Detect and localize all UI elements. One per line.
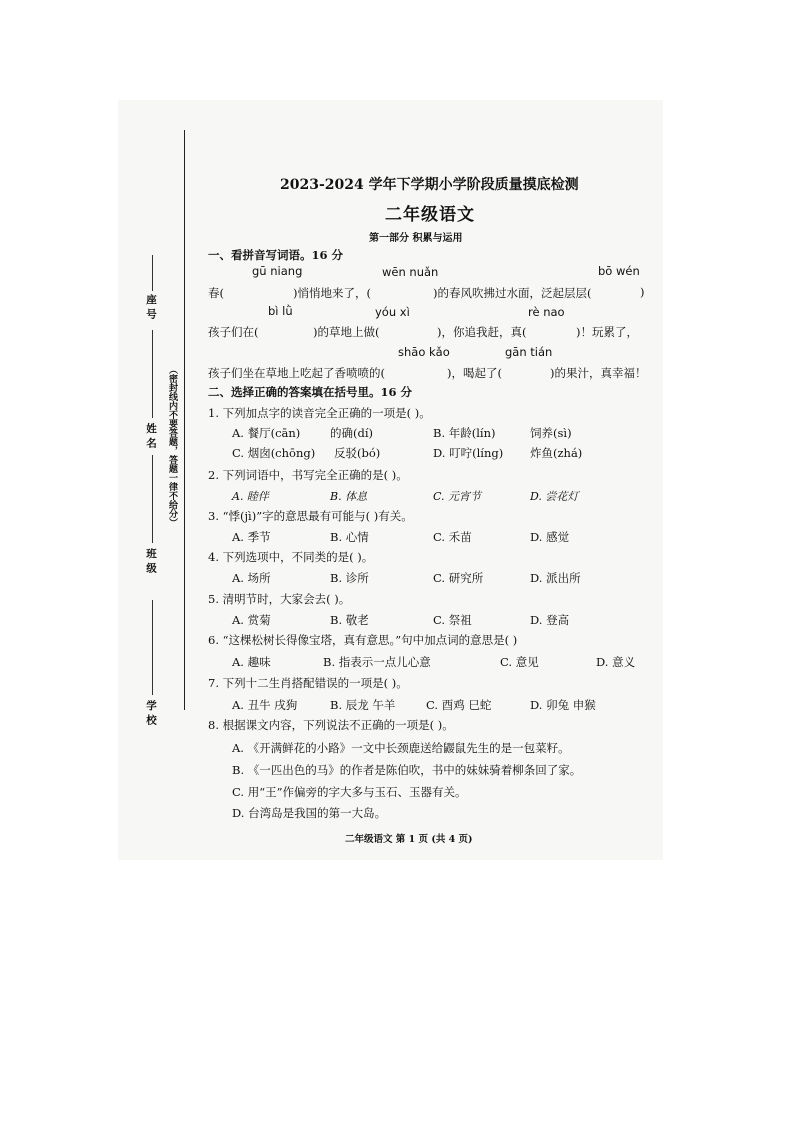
fill-text: 春( (208, 286, 224, 300)
name-underline (152, 330, 153, 418)
option: A. 餐厅(cān) (232, 426, 301, 440)
fill-text: )悄悄地来了，( (293, 286, 371, 300)
fill-text: )的春风吹拂过水面，泛起层层( (433, 286, 592, 300)
option: A. 丑牛 戌狗 (232, 698, 298, 712)
option: B. 《一匹出色的马》的作者是陈伯吹，书中的妹妹骑着柳条回了家。 (232, 763, 582, 777)
exam-title: 2023-2024 学年下学期小学阶段质量摸底检测 (280, 177, 579, 193)
option: C. 研究所 (433, 571, 484, 585)
question-stem: 2. 下列词语中，书写完全正确的是( )。 (208, 468, 408, 482)
fill-text: ) (640, 285, 645, 299)
option: 饲养(sì) (530, 426, 572, 440)
option: D. 意义 (596, 655, 636, 669)
option: D. 感觉 (530, 530, 570, 544)
option: A. 赏菊 (232, 613, 271, 627)
question-stem: 4. 下列选项中，不同类的是( )。 (208, 550, 374, 564)
pinyin: yóu xì (375, 305, 410, 319)
option: B. 年龄(lín) (433, 426, 496, 440)
question-stem: 8. 根据课文内容，下列说法不正确的一项是( )。 (208, 718, 454, 732)
fill-text: )，喝起了( (447, 366, 502, 380)
option: B. 诊所 (330, 571, 369, 585)
seat-label: 座 号 (145, 294, 157, 319)
section1-heading: 一、看拼音写词语。16 分 (208, 248, 344, 262)
option: C. 元宵节 (433, 490, 482, 503)
option: D. 派出所 (530, 571, 581, 585)
option: C. 酉鸡 巳蛇 (426, 698, 492, 712)
fill-text: )，你追我赶，真( (437, 325, 527, 339)
pinyin: gān tián (505, 345, 553, 359)
option: A. 场所 (232, 571, 271, 585)
fill-text: 孩子们在( (208, 325, 259, 339)
option: C. 禾苗 (433, 530, 472, 544)
pinyin: shāo kǎo (398, 345, 450, 359)
option: C. 烟囱(chōng) (232, 446, 316, 460)
option: 的确(dí) (330, 426, 374, 440)
option: A. 睦伴 (232, 490, 269, 503)
seal-line (184, 130, 185, 710)
name-label: 姓 名 (145, 423, 157, 448)
seat-underline (152, 255, 153, 291)
school-underline (152, 600, 153, 695)
exam-subtitle: 二年级语文 (385, 205, 475, 225)
option: C. 用“王”作偏旁的字大多与玉石、玉器有关。 (232, 785, 467, 799)
fill-text: )！玩累了， (576, 325, 638, 339)
option: 反驳(bó) (334, 446, 381, 460)
question-stem: 6. “这棵松树长得像宝塔，真有意思。”句中加点词的意思是( ) (208, 633, 518, 647)
fill-text: )的果汁，真幸福！ (550, 366, 647, 380)
pinyin: gū niang (252, 264, 303, 278)
option: A. 趣味 (232, 655, 271, 669)
fill-text: 孩子们坐在草地上吃起了香喷喷的( (208, 366, 385, 380)
question-stem: 3. “悸(jì)”字的意思最有可能与( )有关。 (208, 509, 413, 523)
page-footer: 二年级语文 第 1 页 (共 4 页) (345, 834, 473, 845)
option: C. 意见 (500, 655, 539, 669)
option: A. 《开满鲜花的小路》一文中长颈鹿送给鼹鼠先生的是一包菜籽。 (232, 741, 570, 755)
option: D. 叮咛(líng) (433, 446, 504, 460)
option: D. 台湾岛是我国的第一大岛。 (232, 806, 387, 820)
pinyin: bō wén (598, 264, 640, 278)
school-label: 学 校 (145, 700, 157, 725)
option: D. 尝花灯 (530, 490, 579, 503)
option: B. 辰龙 午羊 (330, 698, 396, 712)
question-stem: 1. 下列加点字的读音完全正确的一项是( )。 (208, 406, 431, 420)
fill-text: )的草地上做( (313, 325, 380, 339)
option: B. 心情 (330, 530, 369, 544)
section2-heading: 二、选择正确的答案填在括号里。16 分 (208, 385, 413, 399)
option: B. 敬老 (330, 613, 369, 627)
option: D. 卯兔 申猴 (530, 698, 596, 712)
option: 炸鱼(zhá) (530, 446, 583, 460)
class-label: 班 级 (145, 548, 157, 573)
pinyin: rè nao (528, 305, 565, 319)
pinyin: wēn nuǎn (382, 265, 439, 279)
pinyin: bì lǜ (268, 304, 293, 318)
part-title: 第一部分 积累与运用 (369, 233, 463, 244)
option: D. 登高 (530, 613, 570, 627)
seal-note: （密封线内不要答题，答题一律不给分） (167, 365, 177, 527)
option: B. 体息 (330, 490, 368, 503)
option: A. 季节 (232, 530, 271, 544)
question-stem: 5. 清明节时，大家会去( )。 (208, 592, 351, 606)
question-stem: 7. 下列十二生肖搭配错误的一项是( )。 (208, 676, 408, 690)
option: C. 祭祖 (433, 613, 472, 627)
option: B. 指表示一点儿心意 (323, 655, 431, 669)
class-underline (152, 455, 153, 543)
